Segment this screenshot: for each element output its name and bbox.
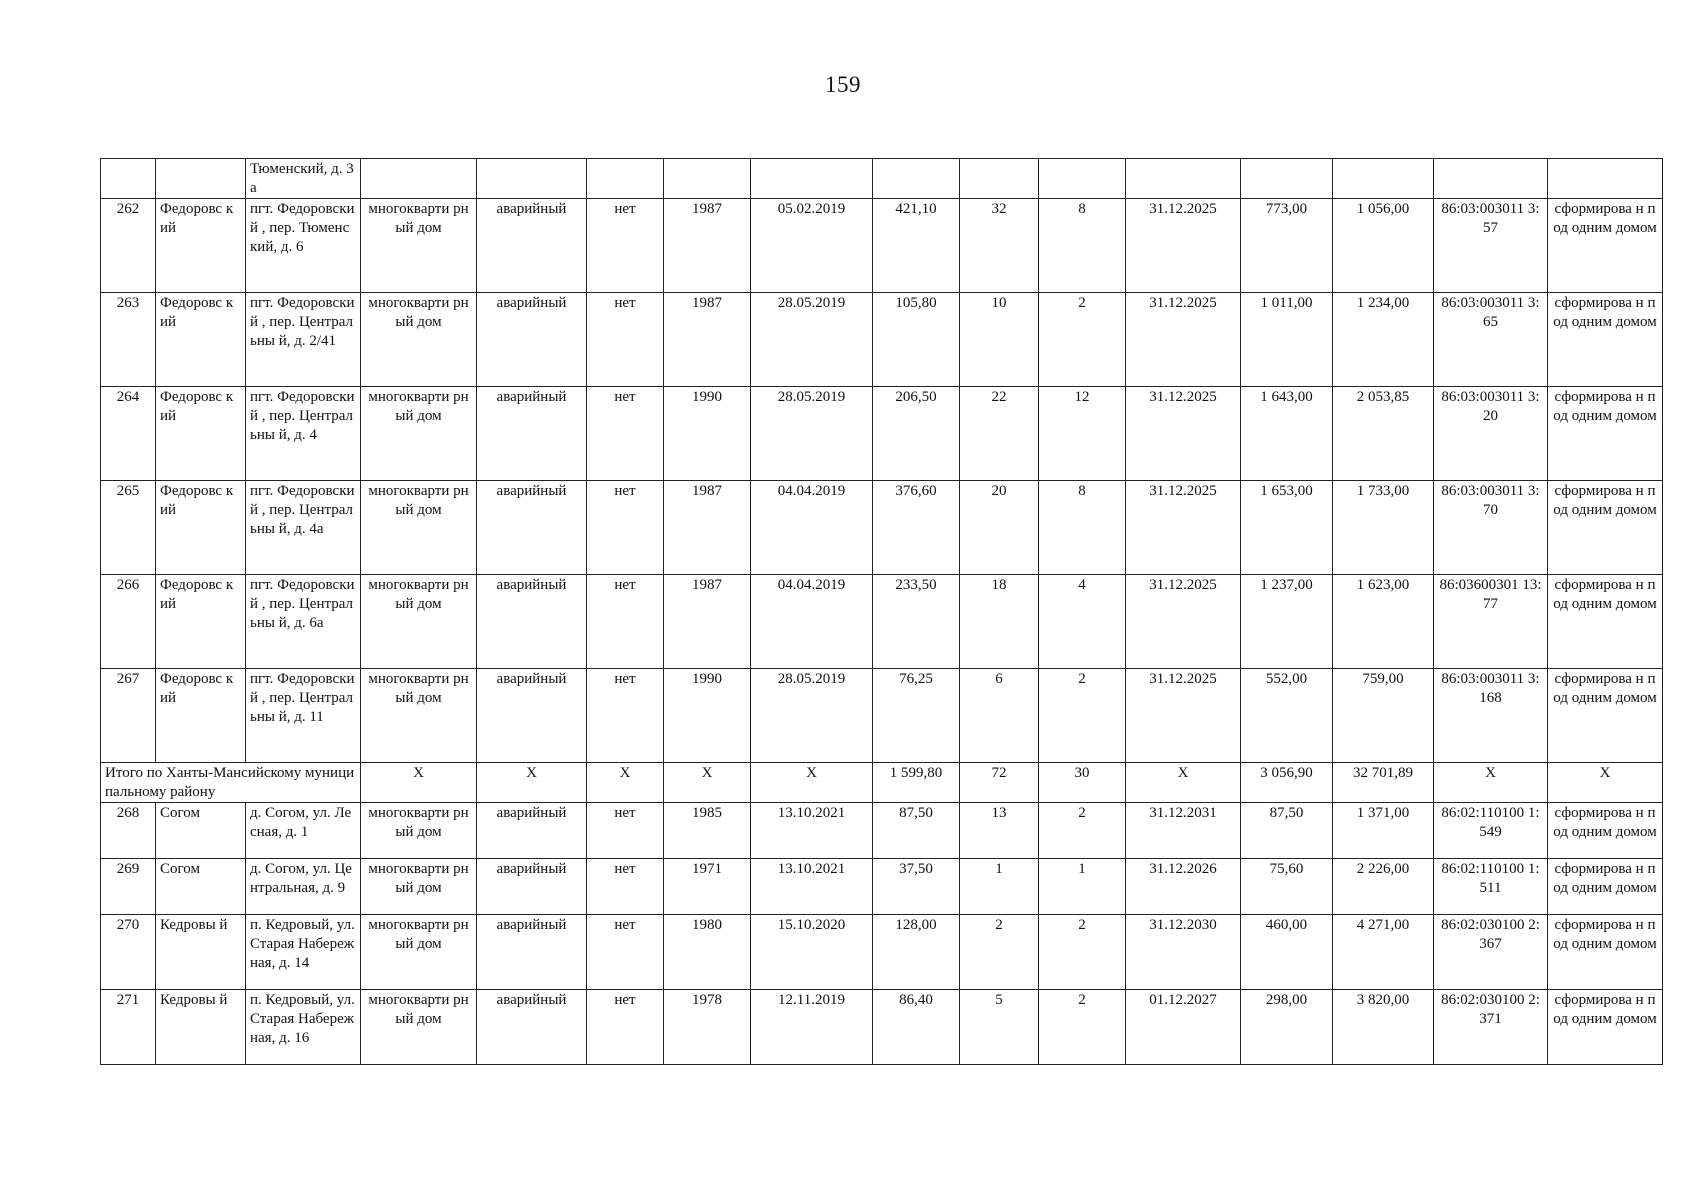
cell-flats: 2 bbox=[1039, 990, 1126, 1065]
cell-cadastral-number: 86:02:110100 1:549 bbox=[1434, 803, 1548, 859]
cell-year: 1990 bbox=[664, 669, 751, 763]
cell-date: 04.04.2019 bbox=[751, 575, 873, 669]
cell-year: 1971 bbox=[664, 859, 751, 915]
cell-value-1: 773,00 bbox=[1241, 199, 1333, 293]
cell-value-2: 1 371,00 bbox=[1333, 803, 1434, 859]
cell-status: аварийный bbox=[477, 293, 587, 387]
cell-deadline: 31.12.2025 bbox=[1126, 575, 1241, 669]
cell-flats: 1 bbox=[1039, 859, 1126, 915]
cell-number: 265 bbox=[101, 481, 156, 575]
cell-settlement: Кедровы й bbox=[156, 915, 246, 990]
total-label: Итого по Ханты-Мансийскому муниципальному району bbox=[101, 763, 361, 803]
cell-residents: 22 bbox=[960, 387, 1039, 481]
cell-building-type: многокварти рный дом bbox=[361, 199, 477, 293]
table-total-section bbox=[101, 763, 1663, 803]
cell-building-type: многокварти рный дом bbox=[361, 293, 477, 387]
cell-cadastral-number: 86:03:003011 3:20 bbox=[1434, 387, 1548, 481]
cell-address: пгт. Федоровский , пер. Центральны й, д. 6а bbox=[246, 575, 361, 669]
cell-flats: 4 bbox=[1039, 575, 1126, 669]
cell-value-2: 759,00 bbox=[1333, 669, 1434, 763]
cell-empty bbox=[1039, 159, 1126, 199]
cell-settlement: Федоровс кий bbox=[156, 387, 246, 481]
total-cell: X bbox=[1126, 763, 1241, 803]
cell-empty bbox=[361, 159, 477, 199]
cell-deadline: 31.12.2025 bbox=[1126, 293, 1241, 387]
cell-note: сформирова н под одним домом bbox=[1548, 990, 1663, 1065]
cell-status: аварийный bbox=[477, 803, 587, 859]
cell-date: 28.05.2019 bbox=[751, 669, 873, 763]
cell-note: сформирова н под одним домом bbox=[1548, 669, 1663, 763]
cell-cadastral-number: 86:02:110100 1:511 bbox=[1434, 859, 1548, 915]
cell-address: д. Согом, ул. Центральная, д. 9 bbox=[246, 859, 361, 915]
cell-area: 37,50 bbox=[873, 859, 960, 915]
cell-number: 262 bbox=[101, 199, 156, 293]
cell-cadastral-number: 86:03:003011 3:70 bbox=[1434, 481, 1548, 575]
total-cell: X bbox=[477, 763, 587, 803]
cell-status: аварийный bbox=[477, 859, 587, 915]
cell-area: 76,25 bbox=[873, 669, 960, 763]
cell-settlement: Согом bbox=[156, 803, 246, 859]
cell-building-type: многокварти рный дом bbox=[361, 915, 477, 990]
table-row bbox=[101, 293, 1663, 387]
cell-empty bbox=[1241, 159, 1333, 199]
cell-flats: 2 bbox=[1039, 669, 1126, 763]
cell-number: 267 bbox=[101, 669, 156, 763]
cell-residents: 2 bbox=[960, 915, 1039, 990]
cell-value-2: 2 226,00 bbox=[1333, 859, 1434, 915]
table-row bbox=[101, 803, 1663, 859]
total-cell: X bbox=[1434, 763, 1548, 803]
cell-building-type: многокварти рный дом bbox=[361, 990, 477, 1065]
cell-area: 86,40 bbox=[873, 990, 960, 1065]
cell-number: 266 bbox=[101, 575, 156, 669]
cell-value-2: 4 271,00 bbox=[1333, 915, 1434, 990]
cell-residents: 32 bbox=[960, 199, 1039, 293]
cell-residents: 13 bbox=[960, 803, 1039, 859]
total-residents: 72 bbox=[960, 763, 1039, 803]
table-row bbox=[101, 387, 1663, 481]
cell-date: 04.04.2019 bbox=[751, 481, 873, 575]
cell-deadline: 31.12.2025 bbox=[1126, 669, 1241, 763]
cell-settlement: Согом bbox=[156, 859, 246, 915]
cell-address: пгт. Федоровский , пер. Центральны й, д. 4 bbox=[246, 387, 361, 481]
table-row bbox=[101, 575, 1663, 669]
cell-deadline: 31.12.2025 bbox=[1126, 387, 1241, 481]
cell-value-2: 2 053,85 bbox=[1333, 387, 1434, 481]
cell-date: 15.10.2020 bbox=[751, 915, 873, 990]
cell-value-2: 1 733,00 bbox=[1333, 481, 1434, 575]
cell-address: д. Согом, ул. Лесная, д. 1 bbox=[246, 803, 361, 859]
total-flats: 30 bbox=[1039, 763, 1126, 803]
cell-residents: 1 bbox=[960, 859, 1039, 915]
cell-note: сформирова н под одним домом bbox=[1548, 387, 1663, 481]
cell-value-2: 3 820,00 bbox=[1333, 990, 1434, 1065]
cell-year: 1985 bbox=[664, 803, 751, 859]
cell-area: 421,10 bbox=[873, 199, 960, 293]
cell-note: сформирова н под одним домом bbox=[1548, 293, 1663, 387]
cell-note: сформирова н под одним домом bbox=[1548, 859, 1663, 915]
cell-note: сформирова н под одним домом bbox=[1548, 199, 1663, 293]
cell-value-1: 460,00 bbox=[1241, 915, 1333, 990]
cell-value-1: 1 011,00 bbox=[1241, 293, 1333, 387]
cell-residents: 10 bbox=[960, 293, 1039, 387]
table-row bbox=[101, 199, 1663, 293]
cell-flats: 12 bbox=[1039, 387, 1126, 481]
cell-flag: нет bbox=[587, 990, 664, 1065]
cell-empty bbox=[664, 159, 751, 199]
table-row bbox=[101, 859, 1663, 915]
cell-date: 05.02.2019 bbox=[751, 199, 873, 293]
cell-year: 1980 bbox=[664, 915, 751, 990]
cell-empty bbox=[101, 159, 156, 199]
cell-flag: нет bbox=[587, 859, 664, 915]
table-row bbox=[101, 669, 1663, 763]
cell-cadastral-number: 86:03600301 13:77 bbox=[1434, 575, 1548, 669]
cell-settlement: Федоровс кий bbox=[156, 669, 246, 763]
cell-address: пгт. Федоровский , пер. Тюменский, д. 6 bbox=[246, 199, 361, 293]
cell-cadastral-number: 86:02:030100 2:367 bbox=[1434, 915, 1548, 990]
cell-empty bbox=[751, 159, 873, 199]
cell-flats: 2 bbox=[1039, 915, 1126, 990]
cell-deadline: 31.12.2030 bbox=[1126, 915, 1241, 990]
cell-flag: нет bbox=[587, 293, 664, 387]
cell-building-type: многокварти рный дом bbox=[361, 575, 477, 669]
cell-deadline: 31.12.2025 bbox=[1126, 481, 1241, 575]
total-value-1: 3 056,90 bbox=[1241, 763, 1333, 803]
cell-area: 206,50 bbox=[873, 387, 960, 481]
cell-date: 12.11.2019 bbox=[751, 990, 873, 1065]
cell-number: 269 bbox=[101, 859, 156, 915]
table-body-fedorovsky bbox=[101, 159, 1663, 763]
cell-number: 263 bbox=[101, 293, 156, 387]
total-cell: X bbox=[587, 763, 664, 803]
cell-residents: 18 bbox=[960, 575, 1039, 669]
cell-deadline: 31.12.2025 bbox=[1126, 199, 1241, 293]
total-value-2: 32 701,89 bbox=[1333, 763, 1434, 803]
cell-cadastral-number: 86:03:003011 3:57 bbox=[1434, 199, 1548, 293]
cell-area: 376,60 bbox=[873, 481, 960, 575]
cell-settlement: Федоровс кий bbox=[156, 481, 246, 575]
cell-address: п. Кедровый, ул. Старая Набережная, д. 14 bbox=[246, 915, 361, 990]
cell-note: сформирова н под одним домом bbox=[1548, 481, 1663, 575]
cell-building-type: многокварти рный дом bbox=[361, 387, 477, 481]
cell-year: 1978 bbox=[664, 990, 751, 1065]
cell-address: пгт. Федоровский , пер. Центральны й, д. 2/41 bbox=[246, 293, 361, 387]
cell-empty bbox=[1548, 159, 1663, 199]
cell-empty bbox=[156, 159, 246, 199]
cell-status: аварийный bbox=[477, 915, 587, 990]
cell-number: 271 bbox=[101, 990, 156, 1065]
cell-flats: 2 bbox=[1039, 293, 1126, 387]
cell-empty bbox=[1434, 159, 1548, 199]
housing-registry-table bbox=[100, 158, 1663, 1065]
cell-residents: 5 bbox=[960, 990, 1039, 1065]
cell-building-type: многокварти рный дом bbox=[361, 669, 477, 763]
cell-status: аварийный bbox=[477, 669, 587, 763]
cell-flag: нет bbox=[587, 669, 664, 763]
total-cell: X bbox=[361, 763, 477, 803]
cell-flag: нет bbox=[587, 575, 664, 669]
cell-number: 264 bbox=[101, 387, 156, 481]
total-area: 1 599,80 bbox=[873, 763, 960, 803]
cell-value-1: 1 237,00 bbox=[1241, 575, 1333, 669]
table-row-total bbox=[101, 763, 1663, 803]
cell-empty bbox=[1333, 159, 1434, 199]
cell-settlement: Кедровы й bbox=[156, 990, 246, 1065]
cell-year: 1990 bbox=[664, 387, 751, 481]
table-row bbox=[101, 481, 1663, 575]
cell-value-1: 298,00 bbox=[1241, 990, 1333, 1065]
cell-flats: 2 bbox=[1039, 803, 1126, 859]
table-row-continued bbox=[101, 159, 1663, 199]
cell-flag: нет bbox=[587, 915, 664, 990]
cell-number: 268 bbox=[101, 803, 156, 859]
cell-value-2: 1 056,00 bbox=[1333, 199, 1434, 293]
cell-status: аварийный bbox=[477, 990, 587, 1065]
total-cell: X bbox=[751, 763, 873, 803]
cell-cadastral-number: 86:02:030100 2:371 bbox=[1434, 990, 1548, 1065]
cell-deadline: 01.12.2027 bbox=[1126, 990, 1241, 1065]
cell-date: 28.05.2019 bbox=[751, 293, 873, 387]
cell-status: аварийный bbox=[477, 575, 587, 669]
cell-flag: нет bbox=[587, 803, 664, 859]
cell-address: Тюменский, д. 3а bbox=[246, 159, 361, 199]
cell-flag: нет bbox=[587, 481, 664, 575]
cell-empty bbox=[587, 159, 664, 199]
cell-empty bbox=[477, 159, 587, 199]
cell-value-2: 1 623,00 bbox=[1333, 575, 1434, 669]
total-cell: X bbox=[664, 763, 751, 803]
cell-building-type: многокварти рный дом bbox=[361, 859, 477, 915]
cell-area: 233,50 bbox=[873, 575, 960, 669]
cell-flag: нет bbox=[587, 387, 664, 481]
cell-flag: нет bbox=[587, 199, 664, 293]
cell-status: аварийный bbox=[477, 199, 587, 293]
cell-address: п. Кедровый, ул. Старая Набережная, д. 16 bbox=[246, 990, 361, 1065]
cell-flats: 8 bbox=[1039, 481, 1126, 575]
cell-year: 1987 bbox=[664, 575, 751, 669]
cell-address: пгт. Федоровский , пер. Центральны й, д. 4а bbox=[246, 481, 361, 575]
cell-year: 1987 bbox=[664, 293, 751, 387]
cell-empty bbox=[960, 159, 1039, 199]
cell-empty bbox=[1126, 159, 1241, 199]
cell-number: 270 bbox=[101, 915, 156, 990]
cell-cadastral-number: 86:03:003011 3:168 bbox=[1434, 669, 1548, 763]
cell-year: 1987 bbox=[664, 199, 751, 293]
cell-residents: 20 bbox=[960, 481, 1039, 575]
cell-value-1: 87,50 bbox=[1241, 803, 1333, 859]
cell-deadline: 31.12.2031 bbox=[1126, 803, 1241, 859]
cell-date: 28.05.2019 bbox=[751, 387, 873, 481]
page-number: 159 bbox=[825, 72, 861, 97]
cell-note: сформирова н под одним домом bbox=[1548, 915, 1663, 990]
cell-status: аварийный bbox=[477, 387, 587, 481]
cell-area: 128,00 bbox=[873, 915, 960, 990]
cell-value-1: 75,60 bbox=[1241, 859, 1333, 915]
cell-deadline: 31.12.2026 bbox=[1126, 859, 1241, 915]
cell-residents: 6 bbox=[960, 669, 1039, 763]
cell-date: 13.10.2021 bbox=[751, 859, 873, 915]
cell-value-1: 552,00 bbox=[1241, 669, 1333, 763]
table-body-other bbox=[101, 803, 1663, 1065]
cell-building-type: многокварти рный дом bbox=[361, 481, 477, 575]
table-row bbox=[101, 915, 1663, 990]
cell-cadastral-number: 86:03:003011 3:65 bbox=[1434, 293, 1548, 387]
cell-empty bbox=[873, 159, 960, 199]
cell-building-type: многокварти рный дом bbox=[361, 803, 477, 859]
cell-note: сформирова н под одним домом bbox=[1548, 575, 1663, 669]
cell-area: 87,50 bbox=[873, 803, 960, 859]
table-row bbox=[101, 990, 1663, 1065]
cell-year: 1987 bbox=[664, 481, 751, 575]
cell-value-1: 1 653,00 bbox=[1241, 481, 1333, 575]
cell-date: 13.10.2021 bbox=[751, 803, 873, 859]
cell-address: пгт. Федоровский , пер. Центральны й, д. 11 bbox=[246, 669, 361, 763]
cell-settlement: Федоровс кий bbox=[156, 293, 246, 387]
cell-settlement: Федоровс кий bbox=[156, 199, 246, 293]
cell-flats: 8 bbox=[1039, 199, 1126, 293]
cell-settlement: Федоровс кий bbox=[156, 575, 246, 669]
total-cell: X bbox=[1548, 763, 1663, 803]
cell-note: сформирова н под одним домом bbox=[1548, 803, 1663, 859]
cell-value-2: 1 234,00 bbox=[1333, 293, 1434, 387]
cell-status: аварийный bbox=[477, 481, 587, 575]
cell-value-1: 1 643,00 bbox=[1241, 387, 1333, 481]
cell-area: 105,80 bbox=[873, 293, 960, 387]
